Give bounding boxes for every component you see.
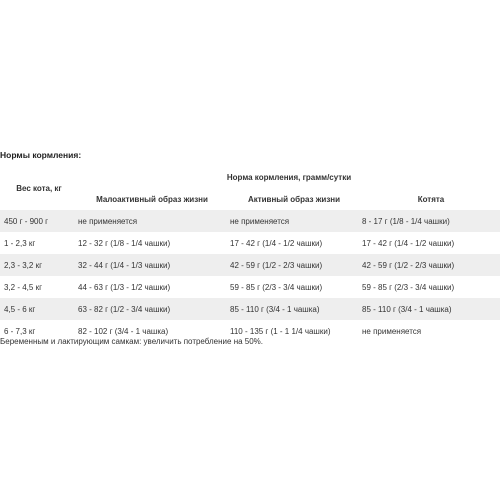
weight-column-header: Вес кота, кг bbox=[16, 183, 62, 193]
weight-cell: 3,2 - 4,5 кг bbox=[0, 276, 74, 298]
kittens-cell: 59 - 85 г (2/3 - 3/4 чашки) bbox=[358, 276, 500, 298]
active-cell: 85 - 110 г (3/4 - 1 чашка) bbox=[226, 298, 358, 320]
table-row bbox=[0, 254, 500, 276]
kittens-cell: 42 - 59 г (1/2 - 2/3 чашки) bbox=[358, 254, 500, 276]
table-row bbox=[0, 298, 500, 320]
weight-cell: 450 г - 900 г bbox=[0, 210, 74, 232]
active-cell: 42 - 59 г (1/2 - 2/3 чашки) bbox=[226, 254, 358, 276]
kittens-header: Котята bbox=[417, 195, 445, 204]
low-activity-cell: 12 - 32 г (1/8 - 1/4 чашки) bbox=[74, 232, 226, 254]
table-subheader-row bbox=[0, 189, 500, 210]
active-cell: 59 - 85 г (2/3 - 3/4 чашки) bbox=[226, 276, 358, 298]
low-activity-cell: 82 - 102 г (3/4 - 1 чашка) bbox=[74, 320, 226, 342]
kittens-cell: 8 - 17 г (1/8 - 1/4 чашки) bbox=[358, 210, 500, 232]
table-header-row bbox=[0, 166, 500, 189]
active-header: Активный образ жизни bbox=[247, 195, 341, 204]
kittens-cell: не применяется bbox=[358, 320, 500, 342]
weight-cell: 1 - 2,3 кг bbox=[0, 232, 74, 254]
pregnancy-note: Беременным и лактирующим самкам: увеличить потребление на 50%. bbox=[0, 337, 264, 346]
feeding-norm-header: Норма кормления, грамм/сутки bbox=[226, 173, 352, 182]
active-cell: не применяется bbox=[226, 210, 358, 232]
table-row bbox=[0, 276, 500, 298]
kittens-cell: 85 - 110 г (3/4 - 1 чашка) bbox=[358, 298, 500, 320]
weight-cell: 4,5 - 6 кг bbox=[0, 298, 74, 320]
active-cell: 17 - 42 г (1/4 - 1/2 чашки) bbox=[226, 232, 358, 254]
low-activity-cell: не применяется bbox=[74, 210, 226, 232]
table-row bbox=[0, 232, 500, 254]
low-activity-header: Малоактивный образ жизни bbox=[96, 195, 208, 204]
feeding-norms-heading: Нормы кормления: bbox=[0, 150, 82, 160]
low-activity-cell: 44 - 63 г (1/3 - 1/2 чашки) bbox=[74, 276, 226, 298]
kittens-cell: 17 - 42 г (1/4 - 1/2 чашки) bbox=[358, 232, 500, 254]
weight-cell: 2,3 - 3,2 кг bbox=[0, 254, 74, 276]
active-cell: 110 - 135 г (1 - 1 1/4 чашки) bbox=[226, 320, 358, 342]
low-activity-cell: 32 - 44 г (1/4 - 1/3 чашки) bbox=[74, 254, 226, 276]
table-row bbox=[0, 210, 500, 232]
low-activity-cell: 63 - 82 г (1/2 - 3/4 чашки) bbox=[74, 298, 226, 320]
weight-cell: 6 - 7,3 кг bbox=[0, 320, 74, 342]
feeding-norms-table bbox=[0, 166, 500, 342]
